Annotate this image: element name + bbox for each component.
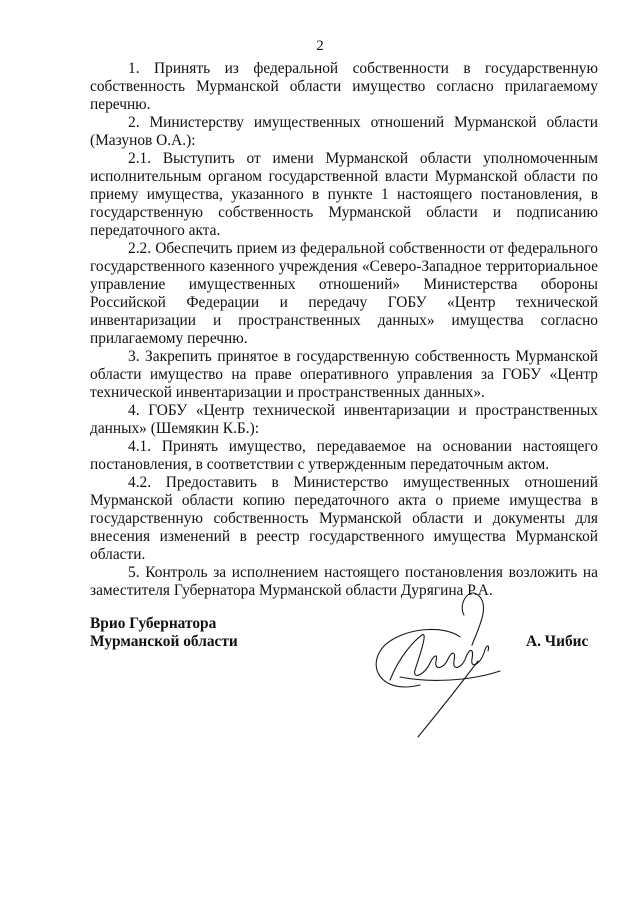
paragraph-5: 5. Контроль за исполнением настоящего постановления возложить на заместителя Губернатора Мурманской области Дурягина Р.А. — [90, 564, 598, 599]
signatory-title-line-2: Мурманской области — [90, 633, 238, 650]
paragraph-2-2: 2.2. Обеспечить прием из федеральной собственности от федерального государственного казенного учреждения «Северо-Западное территориальное управление имущественных отношений» Министерства обороны Российской Федерации и передачу ГОБУ «Центр технической инвентаризации и пространственных данных» имущества согласно прилагаемому перечню. — [90, 240, 598, 347]
paragraph-4-1: 4.1. Принять имущество, передаваемое на основании настоящего постановления, в соответствии с утвержденным передаточным актом. — [90, 438, 598, 473]
signatory-name: А. Чибис — [526, 633, 589, 650]
paragraph-2-1: 2.1. Выступить от имени Мурманской области уполномоченным исполнительным органом государственной власти Мурманской области по приему имущества, указанного в пункте 1 настоящего постановления, в государственную собственность Мурманской области и подписанию передаточного акта. — [90, 150, 598, 239]
document-body — [90, 60, 598, 600]
handwritten-signature — [360, 585, 520, 745]
paragraph-4-2: 4.2. Предоставить в Министерство имущественных отношений Мурманской области копию передаточного акта о приеме имущества в государственную собственность Мурманской области и документы для внесения изменений в реестр государственного имущества Мурманской области. — [90, 474, 598, 563]
signatory-title-line-1: Врио Губернатора — [90, 615, 217, 632]
paragraph-2: 2. Министерству имущественных отношений Мурманской области (Мазунов О.А.): — [90, 114, 598, 149]
paragraph-4: 4. ГОБУ «Центр технической инвентаризации и пространственных данных» (Шемякин К.Б.): — [90, 402, 598, 437]
paragraph-3: 3. Закрепить принятое в государственную собственность Мурманской области имущество на праве оперативного управления за ГОБУ «Центр технической инвентаризации и пространственных данных». — [90, 348, 598, 401]
page-number: 2 — [316, 38, 324, 54]
paragraph-1: 1. Принять из федеральной собственности в государственную собственность Мурманской области имущество согласно прилагаемому перечню. — [90, 60, 598, 113]
signatory-title — [90, 615, 238, 651]
